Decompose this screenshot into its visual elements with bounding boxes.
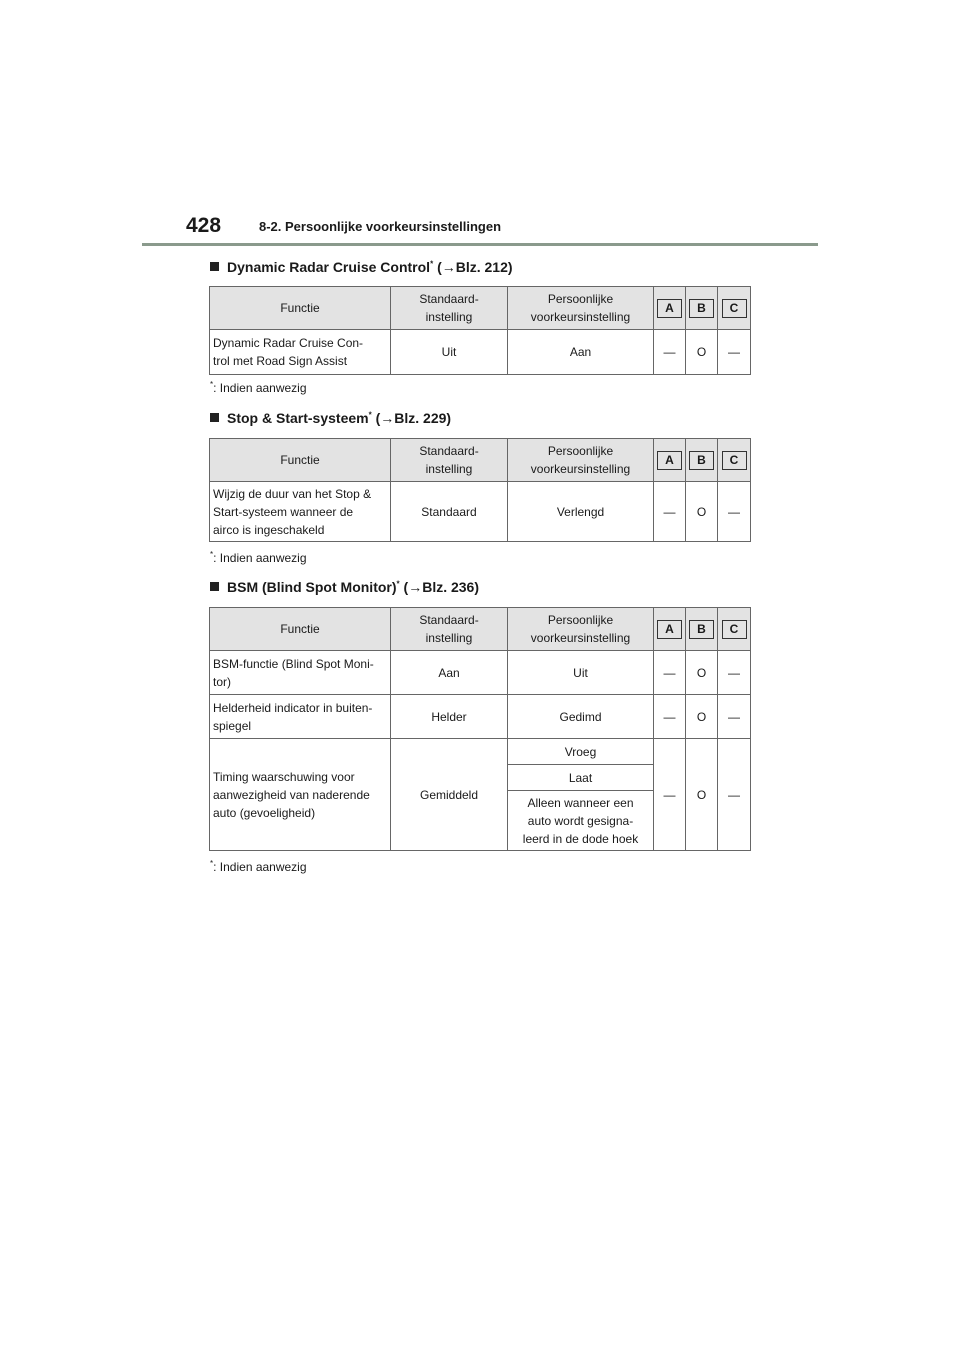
standaard-cell: Uit xyxy=(391,330,508,375)
standaard-cell: Gemiddeld xyxy=(391,739,508,851)
header-rule xyxy=(142,243,818,246)
square-bullet-icon xyxy=(210,413,219,422)
header-a xyxy=(654,439,686,482)
section-page-ref: (→Blz. 212) xyxy=(437,259,513,275)
persoonlijke-cell: Gedimd xyxy=(508,695,654,739)
a-cell: — xyxy=(654,330,686,375)
a-cell: — xyxy=(654,739,686,851)
persoonlijke-cell: Uit xyxy=(508,651,654,695)
table-row xyxy=(210,739,751,765)
b-cell: O xyxy=(686,695,718,739)
a-cell: — xyxy=(654,695,686,739)
table-row xyxy=(210,482,751,542)
functie-cell: Timing waarschuwing voor aanwezigheid van naderende auto (gevoeligheid) xyxy=(210,739,391,851)
letter-c-icon: C xyxy=(722,299,747,318)
b-cell: O xyxy=(686,651,718,695)
option-cell: Alleen wanneer een auto wordt gesigna- leerd in de dode hoek xyxy=(508,791,654,851)
header-persoonlijke: Persoonlijke voorkeursinstelling xyxy=(508,439,654,482)
footnote-asterisk: * xyxy=(368,410,372,420)
footnote: *: Indien aanwezig xyxy=(210,859,307,874)
section-title: Stop & Start-systeem xyxy=(227,410,369,426)
table-row xyxy=(210,695,751,739)
settings-table-stop-start xyxy=(209,438,751,542)
page-number: 428 xyxy=(186,214,222,237)
standaard-cell: Helder xyxy=(391,695,508,739)
c-cell: — xyxy=(718,651,751,695)
b-cell: O xyxy=(686,739,718,851)
header-b xyxy=(686,287,718,330)
letter-a-icon: A xyxy=(657,451,682,470)
section-heading-bsm xyxy=(210,579,479,595)
functie-cell: Wijzig de duur van het Stop & Start-systeem wanneer de airco is ingeschakeld xyxy=(210,482,391,542)
header-b xyxy=(686,439,718,482)
footnote-asterisk: * xyxy=(430,259,434,269)
c-cell: — xyxy=(718,330,751,375)
header-functie: Functie xyxy=(210,439,391,482)
header-standaard: Standaard- instelling xyxy=(391,608,508,651)
persoonlijke-cell: Aan xyxy=(508,330,654,375)
letter-c-icon: C xyxy=(722,451,747,470)
footnote: *: Indien aanwezig xyxy=(210,550,307,565)
letter-c-icon: C xyxy=(722,620,747,639)
table-row xyxy=(210,651,751,695)
option-cell: Vroeg xyxy=(508,739,654,765)
header-c xyxy=(718,287,751,330)
table-header-row xyxy=(210,608,751,651)
footnote: *: Indien aanwezig xyxy=(210,380,307,395)
persoonlijke-cell: Verlengd xyxy=(508,482,654,542)
section-page-ref: (→Blz. 229) xyxy=(375,410,452,426)
header-standaard: Standaard- instelling xyxy=(391,287,508,330)
footnote-asterisk: * xyxy=(396,579,400,589)
b-cell: O xyxy=(686,330,718,375)
letter-a-icon: A xyxy=(657,620,682,639)
settings-table-drcc xyxy=(209,286,751,375)
letter-b-icon: B xyxy=(689,620,714,639)
header-c xyxy=(718,439,751,482)
header-functie: Functie xyxy=(210,287,391,330)
settings-table-bsm xyxy=(209,607,751,851)
header-b xyxy=(686,608,718,651)
section-title: Dynamic Radar Cruise Control xyxy=(227,259,431,275)
c-cell: — xyxy=(718,739,751,851)
letter-b-icon: B xyxy=(689,451,714,470)
section-heading-drcc xyxy=(210,259,513,275)
standaard-cell: Standaard xyxy=(391,482,508,542)
table-row xyxy=(210,330,751,375)
letter-b-icon: B xyxy=(689,299,714,318)
header-standaard: Standaard- instelling xyxy=(391,439,508,482)
standaard-cell: Aan xyxy=(391,651,508,695)
header-a xyxy=(654,287,686,330)
functie-cell: BSM-functie (Blind Spot Moni- tor) xyxy=(210,651,391,695)
header-persoonlijke: Persoonlijke voorkeursinstelling xyxy=(508,608,654,651)
header-persoonlijke: Persoonlijke voorkeursinstelling xyxy=(508,287,654,330)
a-cell: — xyxy=(654,651,686,695)
functie-cell: Dynamic Radar Cruise Con- trol met Road Sign Assist xyxy=(210,330,391,375)
chapter-title: 8-2. Persoonlijke voorkeursinstellingen xyxy=(259,219,502,234)
section-heading-stop-start xyxy=(210,410,451,426)
header-a xyxy=(654,608,686,651)
square-bullet-icon xyxy=(210,262,219,271)
letter-a-icon: A xyxy=(657,299,682,318)
option-cell: Laat xyxy=(508,765,654,791)
c-cell: — xyxy=(718,695,751,739)
a-cell: — xyxy=(654,482,686,542)
table-header-row xyxy=(210,439,751,482)
section-page-ref: (→Blz. 236) xyxy=(403,579,480,595)
functie-cell: Helderheid indicator in buiten- spiegel xyxy=(210,695,391,739)
b-cell: O xyxy=(686,482,718,542)
square-bullet-icon xyxy=(210,582,219,591)
section-title: BSM (Blind Spot Monitor) xyxy=(227,579,397,595)
header-functie: Functie xyxy=(210,608,391,651)
c-cell: — xyxy=(718,482,751,542)
table-header-row xyxy=(210,287,751,330)
header-c xyxy=(718,608,751,651)
